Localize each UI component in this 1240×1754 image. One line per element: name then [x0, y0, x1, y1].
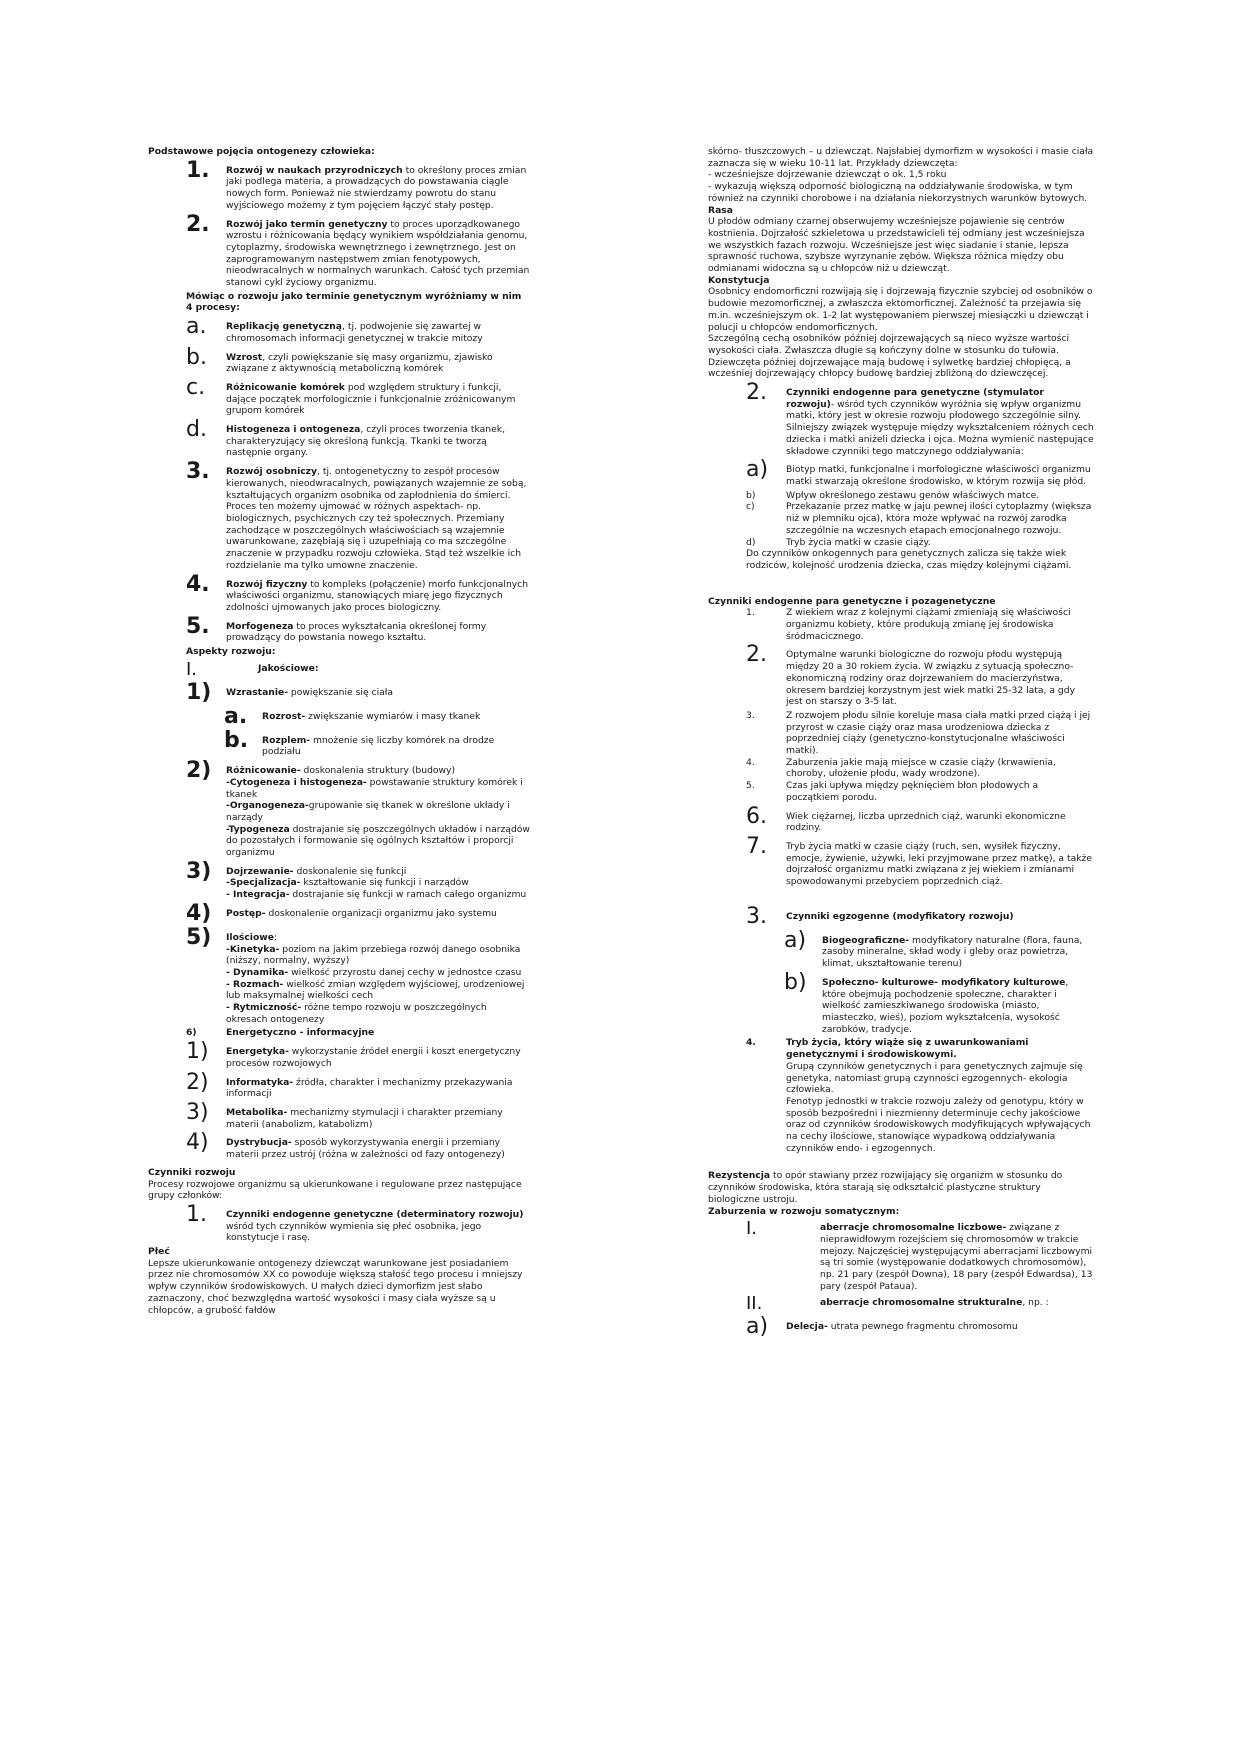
list-item: 5. Morfogeneza to proces wykształcania określonej formy prowadzący do powstania nowego kształtu.: [186, 613, 487, 644]
list-item: 4. Tryb życia, który wiąże się z uwarunkowaniami genetycznymi i środowiskowymi. Grupą czynników genetycznych i para genetycznych zajmuje się genetyka, natomiast grupą czynności egzogennych- ekologia człowieka. Fenotyp jednostki w trakcie rozwoju zależy od genotypu, który w sposób bezpośredni i niezmienny determinuje cechy jakościowe oraz od czynników środowiskowych modyfikujących wpływających na cechy ilościowe, stanowiące wypadkową oddziaływania czynników endo- i egzogennych.: [746, 1037, 1091, 1154]
list-item: d. Histogeneza i ontogeneza, czyli proces tworzenia tkanek, charakteryzujący się określoną funkcją. Tkanki te tworzą następnie organy.: [186, 417, 506, 459]
right-column: [708, 146, 1094, 1340]
paragraph: Osobnicy endomorficzni rozwijają się i dojrzewają fizycznie szybciej od osobników o budowie mezomorficznej, a zwłaszcza ektomorficznej. Zależność ta przejawia się m.in. wcześniejszym ok. 1-2 lat występowaniem pierwszej miesiączki u dziewcząt i polucji u chłopców endomorficznych.: [708, 286, 1093, 333]
left-column: [148, 146, 530, 1316]
list-item: 1. Z wiekiem wraz z kolejnymi ciążami zmieniają się właściwości organizmu kobiety, które produkują zmianę jej środowiska śródmacicznego.: [746, 607, 1071, 642]
list-item: 2. Czynniki endogenne para genetyczne (stymulator rozwoju)- wśród tych czynników wyróżnia się wpływ organizmu matki, który jest w okresie rozwoju płodowego szczególnie silny. Silniejszy związek występuje między wykształceniem różnych cech dziecka i matki aniżeli dziecka i ojca. Można wymienić następujące składowe czynniki tego matczynego oddziaływania:: [746, 380, 1094, 457]
list-item: I. aberracje chromosomalne liczbowe- związane z nieprawidłowym rozejściem się chromosomów w trakcie mejozy. Najczęściej występującymi aberracjami liczbowymi są tri somie (występowanie dodatkowych chromosomów), np. 21 pary (zespół Downa), 18 pary (zespół Edwardsa), 13 pary (zespół Pataua).: [746, 1218, 1093, 1292]
paragraph: Do czynników onkogennych para genetycznych zalicza się także wiek rodziców, kolejność urodzenia dziecka, czas między kolejnymi ciążami.: [746, 548, 1072, 571]
list-item: 4) Postęp- doskonalenie organizacji organizmu jako systemu: [186, 900, 497, 926]
list-item: I. Jakościowe:: [186, 658, 319, 680]
list-item: a. Rozrost- zwiększanie wymiarów i masy tkanek: [224, 703, 481, 729]
list-item: II. aberracje chromosomalne strukturalne, np. :: [746, 1293, 1049, 1315]
list-item: 3. Czynniki egzogenne (modyfikatory rozwoju): [746, 903, 1014, 929]
list-item: 4. Zaburzenia jakie mają miejsce w czasie ciąży (krwawienia, choroby, ułożenie płodu, wady wrodzone).: [746, 756, 1056, 780]
subheading: Zaburzenia w rozwoju somatycznym:: [708, 1205, 900, 1217]
list-item: 6) Energetyczno - informacyjne: [186, 1027, 375, 1039]
subheading: Czynniki rozwoju: [148, 1166, 236, 1178]
list-item: 2. Optymalne warunki biologiczne do rozwoju płodu występują między 20 a 30 rokiem życia. W związku z sytuacją społeczno-ekonomiczną rodziny oraz dojrzewaniem do macierzyństwa, okresem bardziej korzystnym jest wiek matki 25-32 lata, a gdy jest on starszy o 3-5 lat.: [746, 642, 1076, 708]
paragraph: Procesy rozwojowe organizmu są ukierunkowane i regulowane przez następujące grupy członków:: [148, 1178, 522, 1202]
list-item: 3) Dojrzewanie- doskonalenie się funkcji -Specjalizacja- kształtowanie się funkcji i narządów - Integracja- dostrajanie się funkcji w ramach całego organizmu: [186, 858, 527, 901]
paragraph: Rezystencja to opór stawiany przez rozwijający się organizm w stosunku do czynników środowiska, która starają się odkształcić plastyczne struktury biologiczne ustroju.: [708, 1170, 1063, 1205]
paragraph: Szczególną cechą osobników później dojrzewających są nieco wyższe wartości wysokości ciała. Zwłaszcza długie są kończyny dolne w stosunku do tułowia. Dziewczęta później dojrzewające mają budowę i sylwetkę bardziej chłopięcą, a wcześniej dojrzewający chłopcy budowę bardziej zbliżoną do dziewczęcej.: [708, 333, 1071, 380]
list-item: a) Biogeograficzne- modyfikatory naturalne (flora, fauna, zasoby mineralne, skład wody i gleby oraz powietrza, klimat, ukształtowanie terenu): [784, 927, 1083, 970]
subheading: Aspekty rozwoju:: [186, 646, 276, 658]
list-item: 2) Różnicowanie- doskonalenia struktury (budowy) -Cytogeneza i histogeneza- powstawanie struktury komórek i tkanek -Organogeneza-grupowanie się tkanek w określone układy i narządy -Typogeneza dostrajanie się poszczególnych układów i narządów do pozostałych i formowanie się ogólnych kształtów i proporcji organizmu: [186, 758, 530, 859]
list-item: a) Delecja- utrata pewnego fragmentu chromosomu: [746, 1314, 1018, 1340]
list-item: 5) Ilościowe: -Kinetyka- poziom na jakim przebiega rozwój danego osobnika (niższy, normalny, wyższy) - Dynamika- wielkość przyrostu danej cechy w jednostce czasu - Rozmach- wielkość zmian względem wyjściowej, urodzeniowej lub maksymalnej wielkości cech - Rytmiczność- różne tempo rozwoju w poszczególnych okresach ontogenezy: [186, 924, 525, 1025]
subheading: Czynniki endogenne para genetyczne i pozagenetyczne: [708, 595, 996, 607]
list-item: 4) Dystrybucja- sposób wykorzystywania energii i przemiany materii przez ustrój (różna w zależności od fazy ontogenezy): [186, 1130, 505, 1161]
paragraph: - wcześniejsze dojrzewanie dziewcząt o ok. 1,5 roku: [708, 169, 947, 181]
paragraph: U płodów odmiany czarnej obserwujemy wcześniejsze pojawienie się centrów kostnienia. Dojrzałość szkieletowa u przedstawicieli tej odmiany jest wcześniejsza we wszystkich fazach rozwoju. Wcześniejsze jest więc siadanie i stanie, lepsza sprawność ruchowa, szybsze wyrzynanie zębów. Większa różnica między obu odmianami widoczna są u chłopców niż u dziewcząt.: [708, 216, 1085, 275]
paragraph: - wykazują większą odporność biologiczną na oddziaływanie środowiska, w tym również na czynniki chorobowe i na działania niekorzystnych warunków bytowych.: [708, 181, 1088, 204]
list-item: b) Wpływ określonego zestawu genów właściwych matce.: [746, 489, 1040, 501]
subheading: Konstytucja: [708, 274, 770, 286]
list-item: 1. Rozwój w naukach przyrodniczych to określony proces zmian jaki podlega materia, a prowadzących do powstawania ciągle nowych form. Ponieważ nie stwierdzamy powrotu do stanu wyjściowego możemy z tym pojęciem łączyć stały postęp.: [186, 157, 527, 211]
heading-basics: Podstawowe pojęcia ontogenezy człowieka:: [148, 146, 375, 157]
list-item: 2. Rozwój jako termin genetyczny to proces uporządkowanego wzrostu i różnicowania będący wynikiem współdziałania genomu, cytoplazmy, środowiska wewnętrznego i zewnętrznego. Jest on zaprogramowanym następstwem zmian fenotypowych, nieodwracalnych w normalnych warunkach. Całość tych przemian stanowi cykl życiowy organizmu.: [186, 211, 530, 289]
subheading: Rasa: [708, 204, 733, 216]
list-item: 6. Wiek ciężarnej, liczba uprzednich ciąż, warunki ekonomiczne rodziny.: [746, 803, 1066, 834]
paragraph: Lepsze ukierunkowanie ontogenezy dziewcząt warunkowane jest posiadaniem przez nie chromosomów XX co powoduje większą stałość tego procesu i mniejszy wpływ czynników środowiskowych. U małych dzieci dymorfizm jest słabo zaznaczony, choć bezwzględna wartość wysokości i masy ciała wyższe są u chłopców, a grubość fałdów: [148, 1257, 523, 1316]
list-item: b. Wzrost, czyli powiększanie się masy organizmu, zjawisko związane z aktywnością metaboliczną komórek: [186, 344, 493, 375]
subheading: Płeć: [148, 1246, 170, 1258]
list-item: c) Przekazanie przez matkę w jaju pewnej ilości cytoplazmy (większa niż w plemniku ojca), która może wpływać na rozwój zarodka szczególnie na wczesnych etapach emocjonalnego rozwoju.: [746, 501, 1092, 536]
list-item: 7. Tryb życia matki w czasie ciąży (ruch, sen, wysiłek fizyczny, emocje, żywienie, używki, leki przyjmowane przez matkę), a także dojrzałość organizmu matki związana z jej wiekiem i zmianami spowodowanymi przebyciem poprzednich ciąż.: [746, 833, 1092, 888]
list-item: 1) Energetyka- wykorzystanie źródeł energii i koszt energetyczny procesów rozwojowych: [186, 1039, 521, 1069]
paragraph: skórno- tłuszczowych – u dziewcząt. Najsłabiej dymorfizm w wysokości i masie ciała zaznacza się w wieku 10-11 lat. Przykłady dziewczęta:: [708, 146, 1094, 169]
list-item: 5. Czas jaki upływa między pęknięciem błon płodowych a początkiem porodu.: [746, 780, 1039, 803]
list-item: b. Rozplem- mnożenie się liczby komórek na drodze podziału: [224, 727, 495, 758]
list-item: 2) Informatyka- źródła, charakter i mechanizmy przekazywania informacji: [186, 1069, 513, 1100]
list-item: 1) Wzrastanie- powiększanie się ciała: [186, 679, 394, 705]
list-item: b) Społeczno- kulturowe- modyfikatory kulturowe, które obejmują pochodzenie społeczne, charakter i wielkość zamieszkiwanego środowiska (miasto, miasteczko, wieś), poziom wykształcenia, wysokość zarobków, tradycje.: [784, 969, 1069, 1035]
list-item: a. Replikację genetyczną, tj. podwojenie się zawartej w chromosomach informacji genetycznej w trakcie mitozy: [186, 314, 483, 344]
subheading: Mówiąc o rozwoju jako terminie genetycznym wyróżniamy w nim 4 procesy:: [186, 290, 522, 314]
list-item: d) Tryb życia matki w czasie ciąży.: [746, 536, 931, 548]
list-item: a) Biotyp matki, funkcjonalne i morfologiczne właściwości organizmu matki stwarzają określone środowisko, w którym rozwija się płód.: [746, 457, 1091, 487]
list-item: 1. Czynniki endogenne genetyczne (determinatory rozwoju) wśród tych czynników wymienia się płeć osobnika, jego konstytucje i rasę.: [186, 1201, 524, 1244]
list-item: 3. Z rozwojem płodu silnie koreluje masa ciała matki przed ciążą i jej przyrost w czasie ciąży oraz masa urodzeniowa dziecka z poprzedniej ciąży (genetyczno-konstytucjonalne właściwości matki).: [746, 709, 1091, 757]
list-item: 3. Rozwój osobniczy, tj. ontogenetyczny to zespół procesów kierowanych, nieodwracalnych, powiązanych wzajemnie ze sobą, kształtujących organizm osobnika od zapłodnienia do śmierci. Proces ten możemy ujmować w różnych aspektach- np. biologicznych, psychicznych czy też społecznych. Przemiany zachodzące w poszczególnych właściwościach są wzajemnie uwarunkowane, zazębiają się i uzupełniają co ma szczególne znaczenie w przypadku rozwoju człowieka. Stąd też wszelkie ich rozdzielanie ma tylko umowne znaczenie.: [186, 459, 527, 571]
list-item: 4. Rozwój fizyczny to kompleks (połączenie) morfo funkcjonalnych właściwości organizmu, stanowiących miarę jego fizycznych zdolności ujmowanych jako proces biologiczny.: [186, 571, 529, 613]
list-item: c. Różnicowanie komórek pod względem struktury i funkcji, dające początek morfologicznie i funkcjonalnie zróżnicowanym grupom komórek: [186, 374, 516, 417]
list-item: 3) Metabolika- mechanizmy stymulacji i charakter przemiany materii (anabolizm, katabolizm): [186, 1100, 503, 1130]
